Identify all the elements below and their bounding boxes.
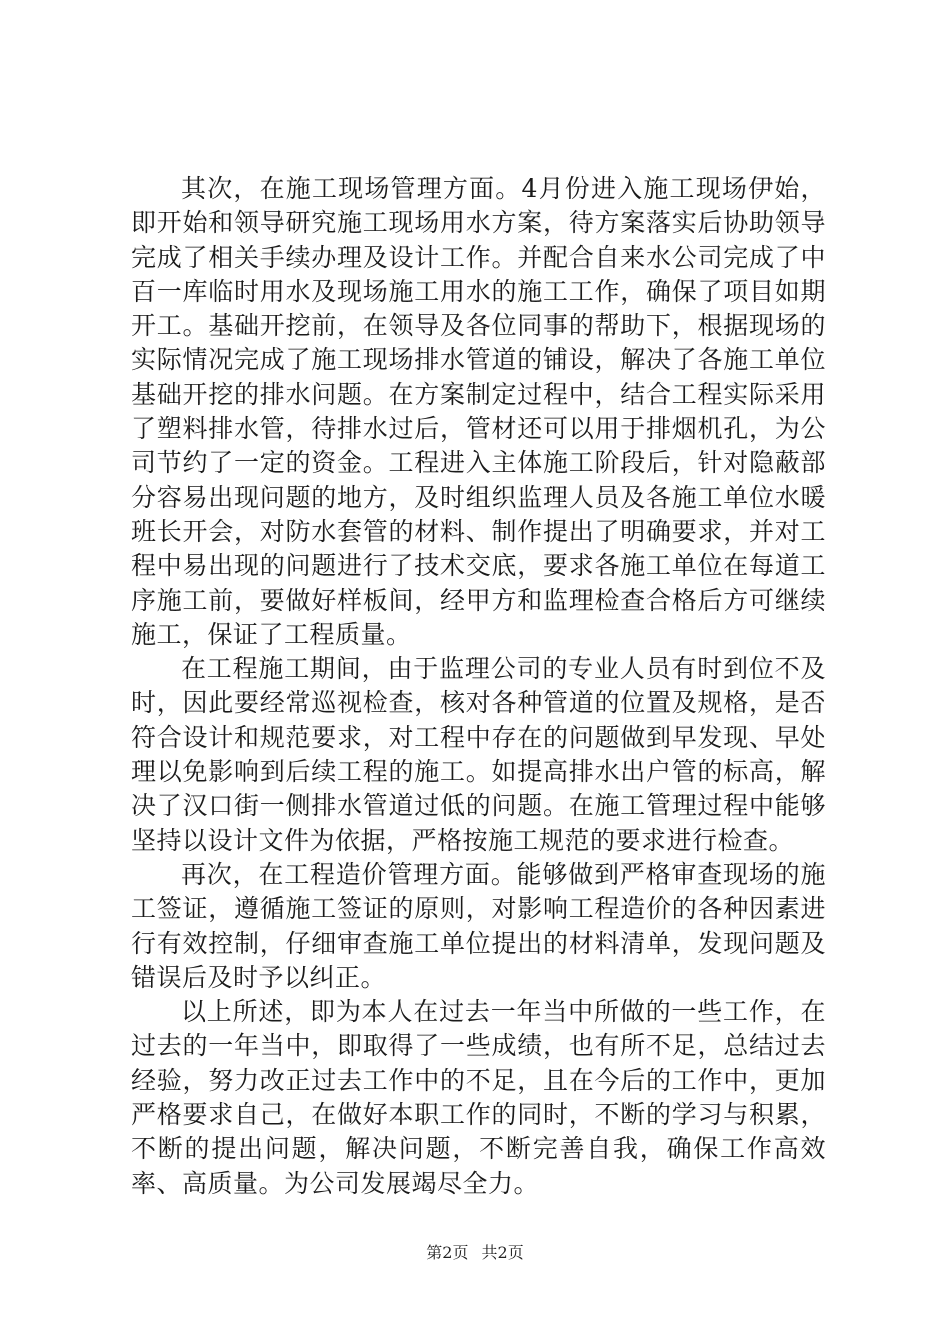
paragraph-summary: 以上所述，即为本人在过去一年当中所做的一些工作，在过去的一年当中，即取得了一些成绩，也有所不足，总结过去经验，努力改正过去工作中的不足，且在今后的工作中，更加严格要求自己，在做好本职工作的同时，不断的学习与积累，不断的提出问题，解决问题，不断完善自我，确保工作高效率、高质量。为公司发展竭尽全力。 <box>131 997 826 1198</box>
paragraph-site-management: 其次，在施工现场管理方面。4月份进入施工现场伊始，即开始和领导研究施工现场用水方案，待方案落实后协助领导完成了相关手续办理及设计工作。并配合自来水公司完成了中百一库临时用水及现场施工用水的施工工作，确保了项目如期开工。基础开挖前，在领导及各位同事的帮助下，根据现场的实际情况完成了施工现场排水管道的铺设，解决了各施工单位基础开挖的排水问题。在方案制定过程中，结合工程实际采用了塑料排水管，待排水过后，管材还可以用于排烟机孔，为公司节约了一定的资金。工程进入主体施工阶段后，针对隐蔽部分容易出现问题的地方，及时组织监理人员及各施工单位水暖班长开会，对防水套管的材料、制作提出了明确要求，并对工程中易出现的问题进行了技术交底，要求各施工单位在每道工序施工前，要做好样板间，经甲方和监理检查合格后方可继续施工，保证了工程质量。 <box>131 174 826 649</box>
paragraph-construction-period: 在工程施工期间，由于监理公司的专业人员有时到位不及时，因此要经常巡视检查，核对各种管道的位置及规格，是否符合设计和规范要求，对工程中存在的问题做到早发现、早处理以免影响到后续工程的施工。如提高排水出户管的标高，解决了汉口街一侧排水管道过低的问题。在施工管理过程中能够坚持以设计文件为依据，严格按施工规范的要求进行检查。 <box>131 654 826 855</box>
paragraph-cost-management: 再次，在工程造价管理方面。能够做到严格审查现场的施工签证，遵循施工签证的原则，对影响工程造价的各种因素进行有效控制，仔细审查施工单位提出的材料清单，发现问题及错误后及时予以纠正。 <box>131 859 826 992</box>
page-number: 第2页 <box>426 1243 469 1262</box>
document-body <box>131 172 826 1201</box>
page-footer <box>0 1243 950 1263</box>
page-total: 共2页 <box>481 1243 524 1262</box>
